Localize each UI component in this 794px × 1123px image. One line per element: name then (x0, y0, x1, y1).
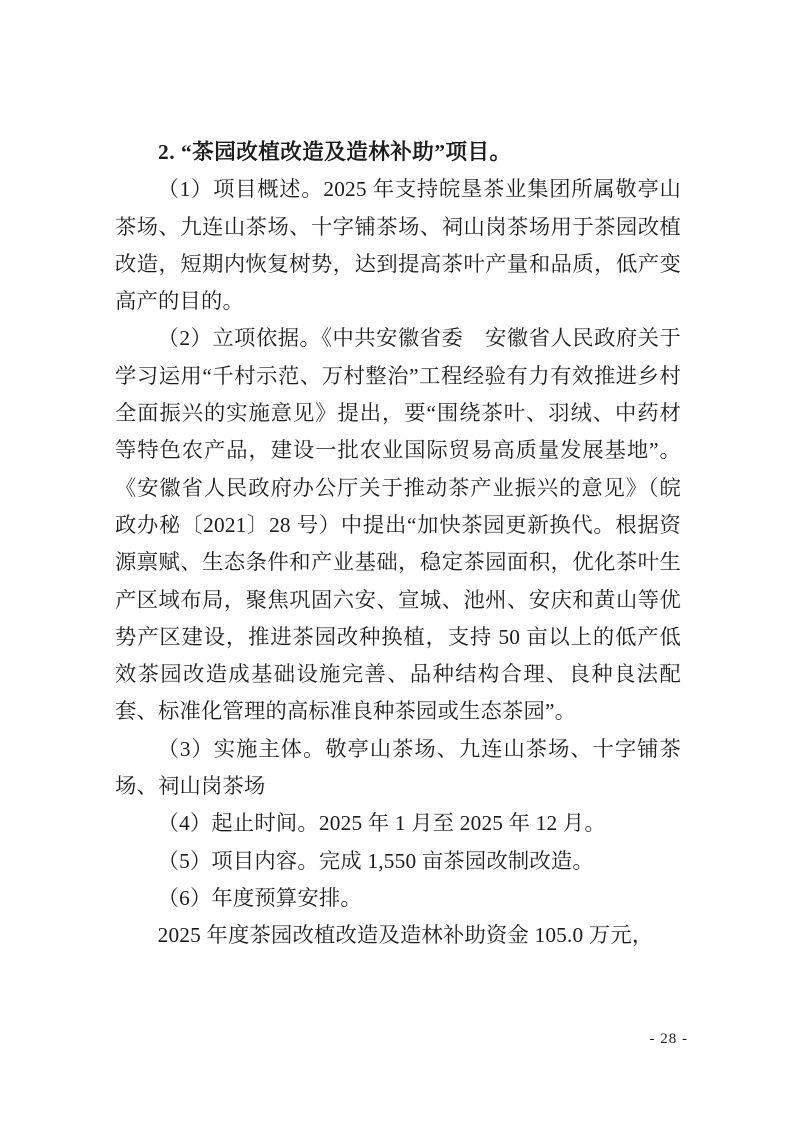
section-heading: 2. “茶园改植改造及造林补助”项目。 (158, 140, 512, 164)
paragraph-project-basis: （2）立项依据。《中共安徽省委 安徽省人民政府关于学习运用“千村示范、万村整治”工程经验有力有效推进乡村全面振兴的实施意见》提出，要“围绕茶叶、羽绒、中药材等特色农产品，建设一批农业国际贸易高质量发展基地”。《安徽省人民政府办公厅关于推动茶产业振兴的意见》（皖政办秘〔2021〕28 号）中提出“加快茶园更新换代。根据资源禀赋、生态条件和产业基础，稳定茶园面积，优化茶叶生产区域布局，聚焦巩固六安、宣城、池州、安庆和黄山等优势产区建设，推进茶园改种换植，支持 50 亩以上的低产低效茶园改造成基础设施完善、品种结构合理、良种良法配套、标准化管理的高标准良种茶园或生态茶园”。 (115, 326, 681, 724)
paragraph-implementing-entities: （3）实施主体。敬亭山茶场、九连山茶场、十字铺茶场、祠山岗茶场 (115, 736, 681, 799)
paragraph-annual-budget: （6）年度预算安排。 (157, 885, 362, 910)
paragraph-project-content: （5）项目内容。完成 1,550 亩茶园改制改造。 (157, 848, 594, 873)
document-body (115, 134, 681, 955)
paragraph-time-range: （4）起止时间。2025 年 1 月至 2025 年 12 月。 (157, 811, 606, 836)
page-number: - 28 - (649, 1031, 688, 1047)
paragraph-budget-amount: 2025 年度茶园改植改造及造林补助资金 105.0 万元， (157, 923, 654, 948)
paragraph-project-overview: （1）项目概述。2025 年支持皖垦茶业集团所属敬亭山茶场、九连山茶场、十字铺茶场、祠山岗茶场用于茶园改植改造，短期内恢复树势，达到提高茶叶产量和品质，低产变高产的目的。 (115, 177, 681, 314)
